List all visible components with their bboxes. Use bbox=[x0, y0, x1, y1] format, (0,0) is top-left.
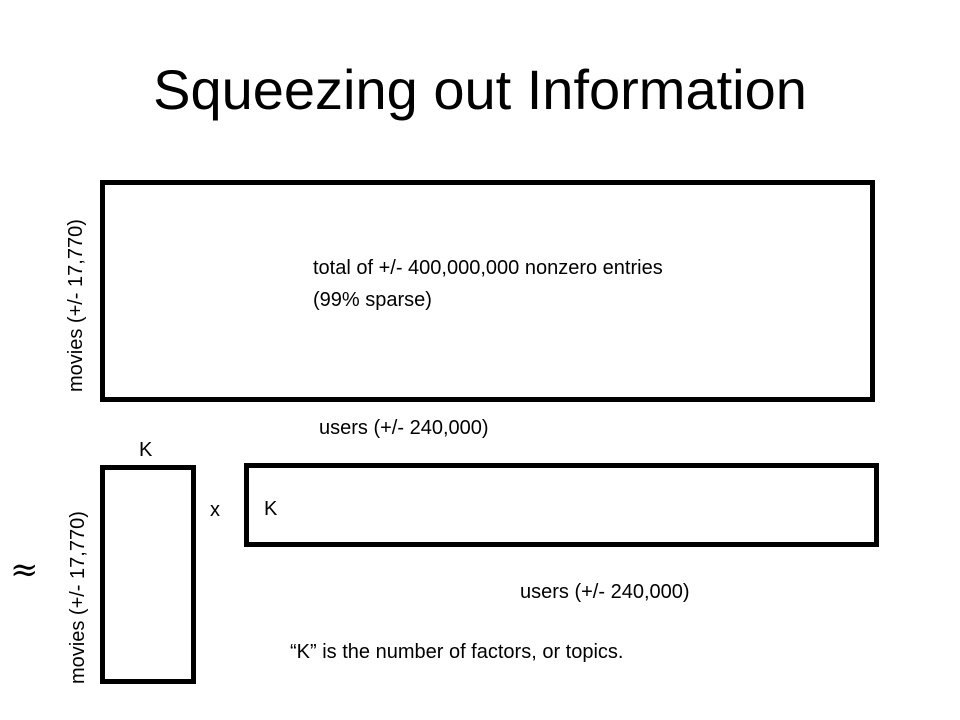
ratings-matrix-rows-label: movies (+/- 17,770) bbox=[65, 219, 87, 392]
nonzero-entries-label: total of +/- 400,000,000 nonzero entries bbox=[313, 257, 663, 279]
user-factor-matrix bbox=[244, 463, 879, 547]
movie-factor-matrix bbox=[100, 465, 196, 684]
movie-factor-cols-label: K bbox=[139, 439, 153, 461]
movie-factor-rows-label: movies (+/- 17,770) bbox=[67, 511, 89, 684]
ratings-matrix bbox=[100, 180, 875, 402]
approx-equal-symbol: ≈ bbox=[10, 550, 39, 590]
multiply-symbol: x bbox=[210, 499, 220, 521]
user-factor-rows-label: K bbox=[264, 498, 278, 520]
sparsity-label: (99% sparse) bbox=[313, 289, 432, 311]
slide-title: Squeezing out Information bbox=[153, 58, 807, 121]
k-definition-note: “K” is the number of factors, or topics. bbox=[290, 641, 624, 663]
user-factor-cols-label: users (+/- 240,000) bbox=[520, 581, 690, 603]
ratings-matrix-cols-label: users (+/- 240,000) bbox=[319, 417, 489, 439]
